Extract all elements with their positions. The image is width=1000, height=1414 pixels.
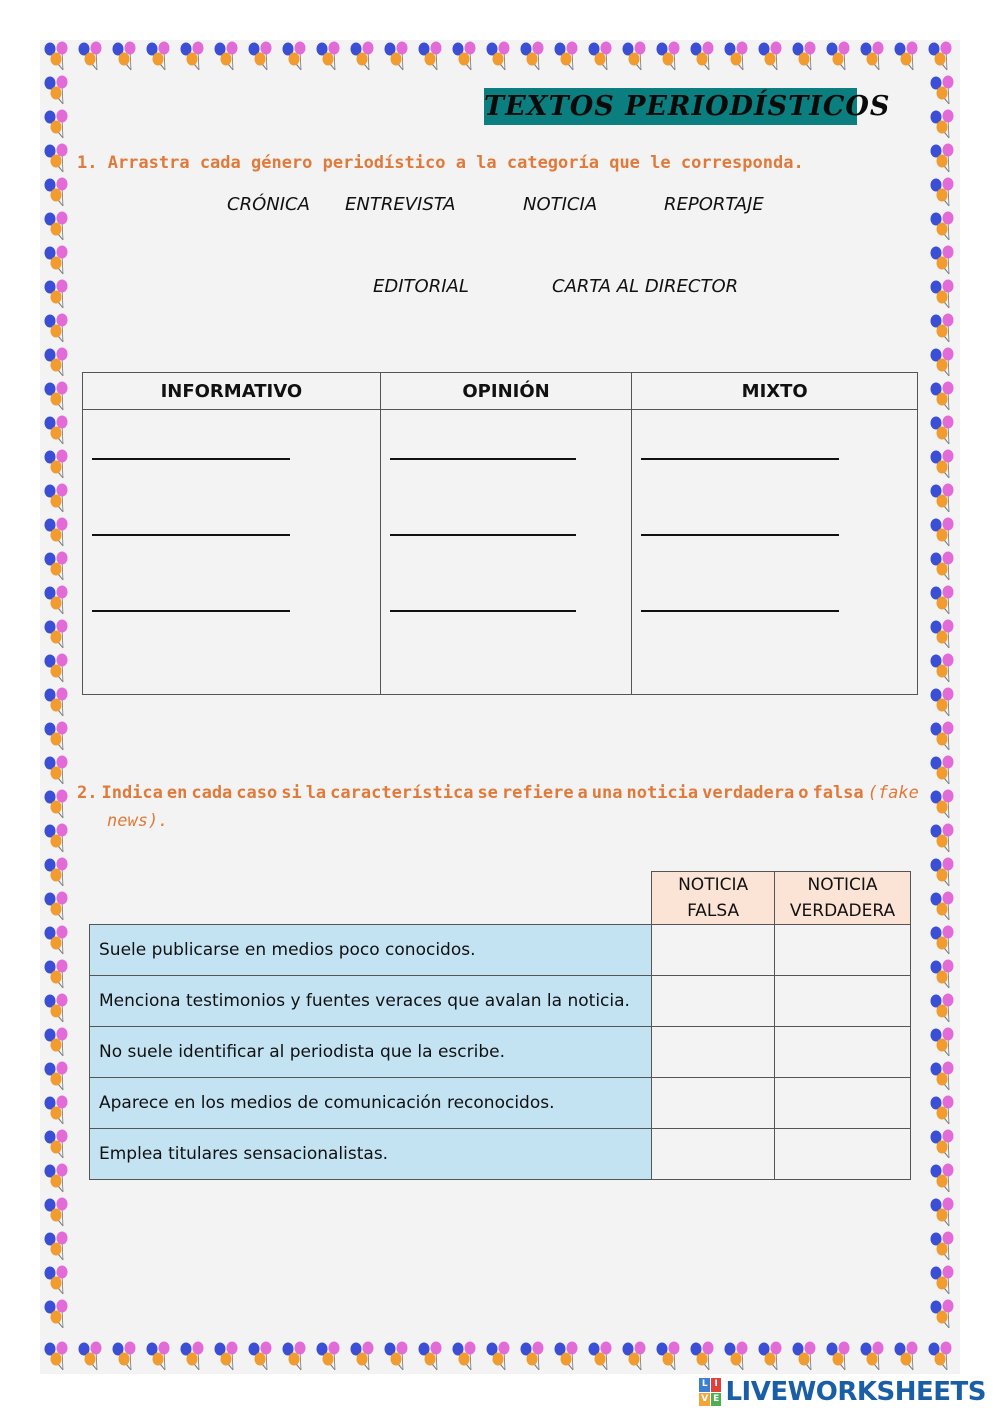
drop-column-opinion [380, 410, 632, 695]
balloon-bunch-icon [931, 722, 954, 751]
balloon-bunch-icon [45, 688, 68, 717]
category-table [82, 372, 918, 695]
question-2-word: en [166, 783, 188, 803]
answer-cell-falsa[interactable] [652, 1129, 775, 1180]
question-2-word: característica [330, 783, 474, 803]
worksheet-title: TEXTOS PERIODÍSTICOS [484, 88, 857, 125]
question-2-word: la [305, 783, 327, 803]
question-2-word: Indica [101, 783, 163, 803]
liveworksheets-wordmark: LIVEWORKSHEETS [725, 1377, 986, 1407]
answer-cell-falsa[interactable] [652, 1027, 775, 1078]
question-2-word: noticia [626, 783, 699, 803]
answer-cell-verdadera[interactable] [775, 1027, 911, 1078]
column-header-informativo: INFORMATIVO [83, 373, 381, 410]
table-row [90, 976, 911, 1027]
header-label: NOTICIA VERDADERA [789, 875, 896, 921]
balloon-bunch-icon [931, 654, 954, 683]
balloon-bunch-icon [45, 76, 68, 105]
balloon-bunch-icon [45, 518, 68, 547]
answer-cell-verdadera[interactable] [775, 925, 911, 976]
drop-slot[interactable] [92, 534, 290, 536]
balloon-bunch-icon [181, 1342, 204, 1371]
drop-column-mixto [632, 410, 918, 695]
question-2-word: a [577, 783, 588, 803]
logo-letter: I [711, 1378, 722, 1392]
balloon-bunch-icon [931, 280, 954, 309]
balloon-bunch-icon [931, 1232, 954, 1261]
balloon-bunch-icon [725, 1342, 748, 1371]
balloon-bunch-icon [931, 892, 954, 921]
balloon-bunch-icon [351, 42, 374, 71]
balloon-bunch-icon [45, 348, 68, 377]
balloon-bunch-icon [45, 110, 68, 139]
balloon-bunch-icon [453, 42, 476, 71]
balloon-bunch-icon [931, 1062, 954, 1091]
balloon-bunch-icon [147, 42, 170, 71]
balloon-bunch-icon [657, 42, 680, 71]
balloon-bunch-icon [895, 42, 918, 71]
balloon-bunch-icon [931, 688, 954, 717]
header-noticia-verdadera [775, 872, 911, 925]
balloon-bunch-icon [181, 42, 204, 71]
balloon-bunch-icon [317, 1342, 340, 1371]
table-row [90, 1027, 911, 1078]
balloon-bunch-icon [45, 858, 68, 887]
balloon-bunch-icon [931, 348, 954, 377]
question-2-word: verdadera [702, 783, 795, 803]
balloon-bunch-icon [931, 1096, 954, 1125]
balloon-bunch-icon [283, 42, 306, 71]
balloon-bunch-icon [793, 42, 816, 71]
column-header-opinion: OPINIÓN [380, 373, 632, 410]
drop-slot[interactable] [390, 458, 576, 460]
balloon-bunch-icon [931, 1266, 954, 1295]
logo-letter: V [699, 1393, 710, 1407]
balloon-bunch-icon [45, 280, 68, 309]
balloon-bunch-icon [861, 1342, 884, 1371]
balloon-bunch-icon [351, 1342, 374, 1371]
balloon-bunch-icon [45, 824, 68, 853]
drop-slot[interactable] [390, 610, 576, 612]
balloon-bunch-icon [827, 42, 850, 71]
balloon-bunch-icon [931, 790, 954, 819]
header-label: NOTICIA FALSA [678, 875, 749, 921]
balloon-bunch-icon [555, 42, 578, 71]
question-2-number: 2. [77, 783, 98, 803]
question-2-word: refiere [501, 783, 574, 803]
balloon-bunch-icon [931, 858, 954, 887]
balloon-bunch-icon [45, 1164, 68, 1193]
balloon-bunch-icon [521, 1342, 544, 1371]
balloon-bunch-icon [385, 1342, 408, 1371]
balloon-bunch-icon [45, 926, 68, 955]
balloon-bunch-icon [45, 790, 68, 819]
question-2-instruction [77, 779, 919, 835]
balloon-bunch-icon [487, 42, 510, 71]
balloon-bunch-icon [759, 42, 782, 71]
balloon-bunch-icon [45, 416, 68, 445]
balloon-bunch-icon [45, 586, 68, 615]
drop-slot[interactable] [641, 610, 839, 612]
balloon-bunch-icon [283, 1342, 306, 1371]
balloon-bunch-icon [691, 42, 714, 71]
logo-letter: L [699, 1378, 710, 1392]
balloon-bunch-icon [249, 42, 272, 71]
balloon-bunch-icon [929, 42, 952, 71]
balloon-bunch-icon [793, 1342, 816, 1371]
question-2-line-1 [77, 779, 919, 807]
balloon-bunch-icon [827, 1342, 850, 1371]
balloon-bunch-icon [931, 246, 954, 275]
question-2-word: o [798, 783, 809, 803]
balloon-bunch-icon [45, 1342, 68, 1371]
balloon-bunch-icon [45, 1062, 68, 1091]
drag-word-reportaje[interactable]: REPORTAJE [664, 194, 764, 215]
question-2-word: si [281, 783, 302, 803]
balloon-bunch-icon [45, 552, 68, 581]
balloon-bunch-icon [45, 382, 68, 411]
balloon-bunch-icon [113, 42, 136, 71]
drag-word-carta-al-director[interactable]: CARTA AL DIRECTOR [552, 276, 739, 297]
answer-cell-falsa[interactable] [652, 976, 775, 1027]
balloon-bunch-icon [931, 450, 954, 479]
balloon-bunch-icon [759, 1342, 782, 1371]
question-2-word: falsa [812, 783, 864, 803]
drag-word-entrevista[interactable]: ENTREVISTA [345, 194, 456, 215]
balloon-bunch-icon [931, 144, 954, 173]
balloon-bunch-icon [419, 42, 442, 71]
balloon-bunch-icon [623, 42, 646, 71]
table-row [90, 1078, 911, 1129]
drop-column-informativo [83, 410, 381, 695]
balloon-bunch-icon [931, 756, 954, 785]
balloon-bunch-icon [623, 1342, 646, 1371]
balloon-bunch-icon [45, 450, 68, 479]
drag-word-editorial[interactable]: EDITORIAL [373, 276, 469, 297]
balloon-bunch-icon [385, 42, 408, 71]
statement-cell: No suele identificar al periodista que la escribe. [90, 1027, 652, 1078]
column-header-mixto: MIXTO [632, 373, 918, 410]
balloon-bunch-icon [45, 654, 68, 683]
balloon-bunch-icon [931, 416, 954, 445]
question-2-word: cada [191, 783, 233, 803]
balloon-bunch-icon [931, 552, 954, 581]
header-noticia-falsa [652, 872, 775, 925]
balloon-bunch-icon [45, 1266, 68, 1295]
drop-slot[interactable] [641, 458, 839, 460]
balloon-bunch-icon [45, 246, 68, 275]
drop-slot[interactable] [92, 610, 290, 612]
header-spacer [90, 872, 652, 925]
balloon-bunch-icon [589, 1342, 612, 1371]
true-false-table [89, 871, 911, 1180]
balloon-bunch-icon [725, 42, 748, 71]
balloon-bunch-icon [453, 1342, 476, 1371]
question-2-word: una [591, 783, 623, 803]
balloon-bunch-icon [45, 1198, 68, 1227]
balloon-bunch-icon [215, 42, 238, 71]
question-2-word: se [477, 783, 498, 803]
balloon-bunch-icon [419, 1342, 442, 1371]
question-2-line-2: news). [107, 811, 169, 831]
balloon-bunch-icon [521, 42, 544, 71]
balloon-bunch-icon [45, 994, 68, 1023]
balloon-bunch-icon [45, 144, 68, 173]
balloon-bunch-icon [45, 1096, 68, 1125]
balloon-bunch-icon [79, 42, 102, 71]
balloon-bunch-icon [589, 42, 612, 71]
drop-slot[interactable] [641, 534, 839, 536]
balloon-bunch-icon [45, 756, 68, 785]
balloon-bunch-icon [931, 1300, 954, 1329]
statement-cell: Aparece en los medios de comunicación reconocidos. [90, 1078, 652, 1129]
balloon-bunch-icon [45, 42, 68, 71]
answer-cell-falsa[interactable] [652, 1078, 775, 1129]
balloon-bunch-icon [931, 1130, 954, 1159]
question-1-instruction: 1. Arrastra cada género periodístico a la categoría que le corresponda. [77, 153, 804, 173]
question-2-word: caso [236, 783, 278, 803]
balloon-bunch-icon [45, 1028, 68, 1057]
balloon-bunch-icon [931, 178, 954, 207]
balloon-bunch-icon [895, 1342, 918, 1371]
balloon-bunch-icon [555, 1342, 578, 1371]
balloon-bunch-icon [45, 314, 68, 343]
balloon-bunch-icon [45, 1232, 68, 1261]
balloon-bunch-icon [215, 1342, 238, 1371]
balloon-bunch-icon [657, 1342, 680, 1371]
liveworksheets-logo-icon [699, 1378, 721, 1406]
balloon-bunch-icon [691, 1342, 714, 1371]
answer-cell-verdadera[interactable] [775, 976, 911, 1027]
balloon-bunch-icon [931, 586, 954, 615]
drop-slot[interactable] [390, 534, 576, 536]
balloon-bunch-icon [861, 42, 884, 71]
balloon-bunch-icon [931, 1164, 954, 1193]
drag-word-noticia[interactable]: NOTICIA [523, 194, 598, 215]
balloon-bunch-icon [929, 1342, 952, 1371]
answer-cell-verdadera[interactable] [775, 1129, 911, 1180]
balloon-bunch-icon [249, 1342, 272, 1371]
balloon-bunch-icon [931, 382, 954, 411]
table-row [90, 925, 911, 976]
balloon-bunch-icon [931, 960, 954, 989]
balloon-bunch-icon [931, 518, 954, 547]
balloon-bunch-icon [931, 212, 954, 241]
balloon-bunch-icon [931, 484, 954, 513]
statement-cell: Emplea titulares sensacionalistas. [90, 1129, 652, 1180]
balloon-bunch-icon [931, 620, 954, 649]
balloon-bunch-icon [931, 1198, 954, 1227]
balloon-bunch-icon [45, 1130, 68, 1159]
drag-word-cronica[interactable]: CRÓNICA [227, 194, 310, 215]
balloon-bunch-icon [931, 1028, 954, 1057]
balloon-bunch-icon [45, 212, 68, 241]
logo-letter: E [711, 1393, 722, 1407]
answer-cell-verdadera[interactable] [775, 1078, 911, 1129]
statement-cell: Suele publicarse en medios poco conocidos. [90, 925, 652, 976]
balloon-bunch-icon [79, 1342, 102, 1371]
statement-cell: Menciona testimonios y fuentes veraces que avalan la noticia. [90, 976, 652, 1027]
balloon-bunch-icon [45, 178, 68, 207]
table-row [90, 1129, 911, 1180]
balloon-bunch-icon [45, 960, 68, 989]
balloon-bunch-icon [931, 314, 954, 343]
balloon-bunch-icon [931, 76, 954, 105]
liveworksheets-brand[interactable] [699, 1376, 986, 1408]
balloon-bunch-icon [45, 892, 68, 921]
balloon-bunch-icon [931, 926, 954, 955]
balloon-bunch-icon [45, 484, 68, 513]
balloon-bunch-icon [45, 722, 68, 751]
balloon-bunch-icon [931, 110, 954, 139]
balloon-bunch-icon [931, 994, 954, 1023]
balloon-bunch-icon [113, 1342, 136, 1371]
balloon-bunch-icon [147, 1342, 170, 1371]
balloon-bunch-icon [931, 824, 954, 853]
balloon-bunch-icon [487, 1342, 510, 1371]
balloon-bunch-icon [45, 1300, 68, 1329]
balloon-bunch-icon [45, 620, 68, 649]
balloon-bunch-icon [317, 42, 340, 71]
question-2-italic: (fake [867, 783, 919, 803]
drop-slot[interactable] [92, 458, 290, 460]
answer-cell-falsa[interactable] [652, 925, 775, 976]
